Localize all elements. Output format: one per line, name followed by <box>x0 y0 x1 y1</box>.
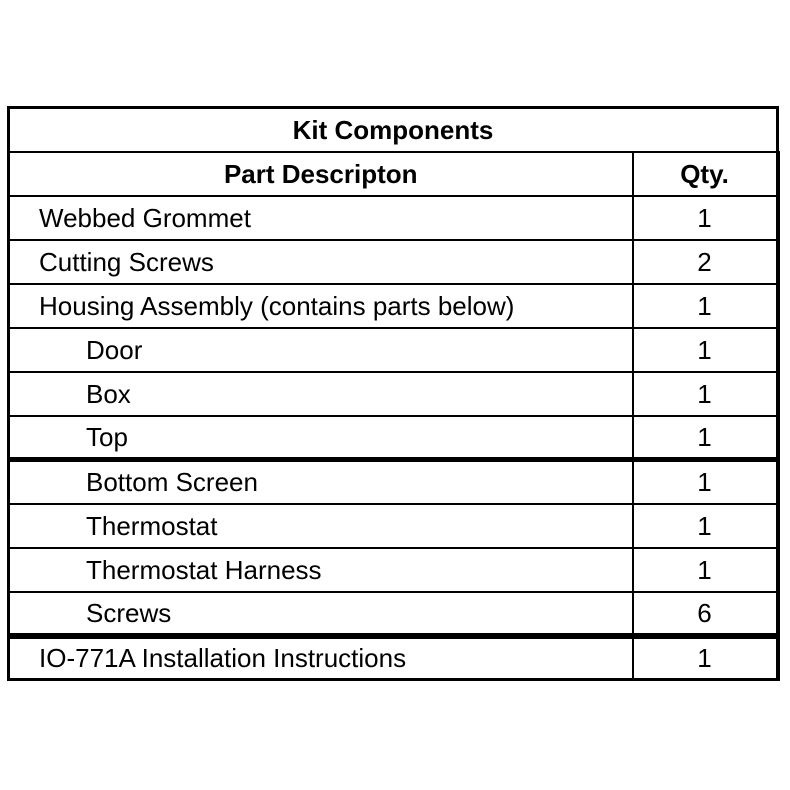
part-description-cell: Cutting Screws <box>9 240 633 284</box>
qty-cell: 2 <box>633 240 778 284</box>
sub-part-description-cell: Bottom Screen <box>9 460 633 504</box>
table-row <box>9 548 778 592</box>
qty-cell: 1 <box>633 636 778 680</box>
sub-part-description-cell: Door <box>9 328 633 372</box>
table-row <box>9 196 778 240</box>
sub-part-description-cell: Top <box>9 416 633 460</box>
sub-part-description-cell: Thermostat <box>9 504 633 548</box>
part-description-cell: IO-771A Installation Instructions <box>9 636 633 680</box>
table-row <box>9 460 778 504</box>
kit-components-table <box>7 106 780 681</box>
table-row <box>9 636 778 680</box>
sub-part-description-cell: Thermostat Harness <box>9 548 633 592</box>
sub-part-description-cell: Box <box>9 372 633 416</box>
qty-cell: 1 <box>633 548 778 592</box>
table-header-row <box>9 152 778 196</box>
table-row <box>9 328 778 372</box>
sub-part-description-cell: Screws <box>9 592 633 636</box>
qty-cell: 1 <box>633 328 778 372</box>
column-header-qty: Qty. <box>633 152 778 196</box>
column-header-part-description: Part Descripton <box>9 152 633 196</box>
qty-cell: 6 <box>633 592 778 636</box>
qty-cell: 1 <box>633 416 778 460</box>
qty-cell: 1 <box>633 460 778 504</box>
table-row <box>9 284 778 328</box>
table-title-row <box>9 108 778 152</box>
table-row <box>9 592 778 636</box>
table-row <box>9 240 778 284</box>
table-row <box>9 372 778 416</box>
part-description-cell: Webbed Grommet <box>9 196 633 240</box>
table-row <box>9 504 778 548</box>
table-title: Kit Components <box>9 108 778 152</box>
table-row <box>9 416 778 460</box>
qty-cell: 1 <box>633 504 778 548</box>
part-description-cell: Housing Assembly (contains parts below) <box>9 284 633 328</box>
qty-cell: 1 <box>633 284 778 328</box>
qty-cell: 1 <box>633 372 778 416</box>
qty-cell: 1 <box>633 196 778 240</box>
